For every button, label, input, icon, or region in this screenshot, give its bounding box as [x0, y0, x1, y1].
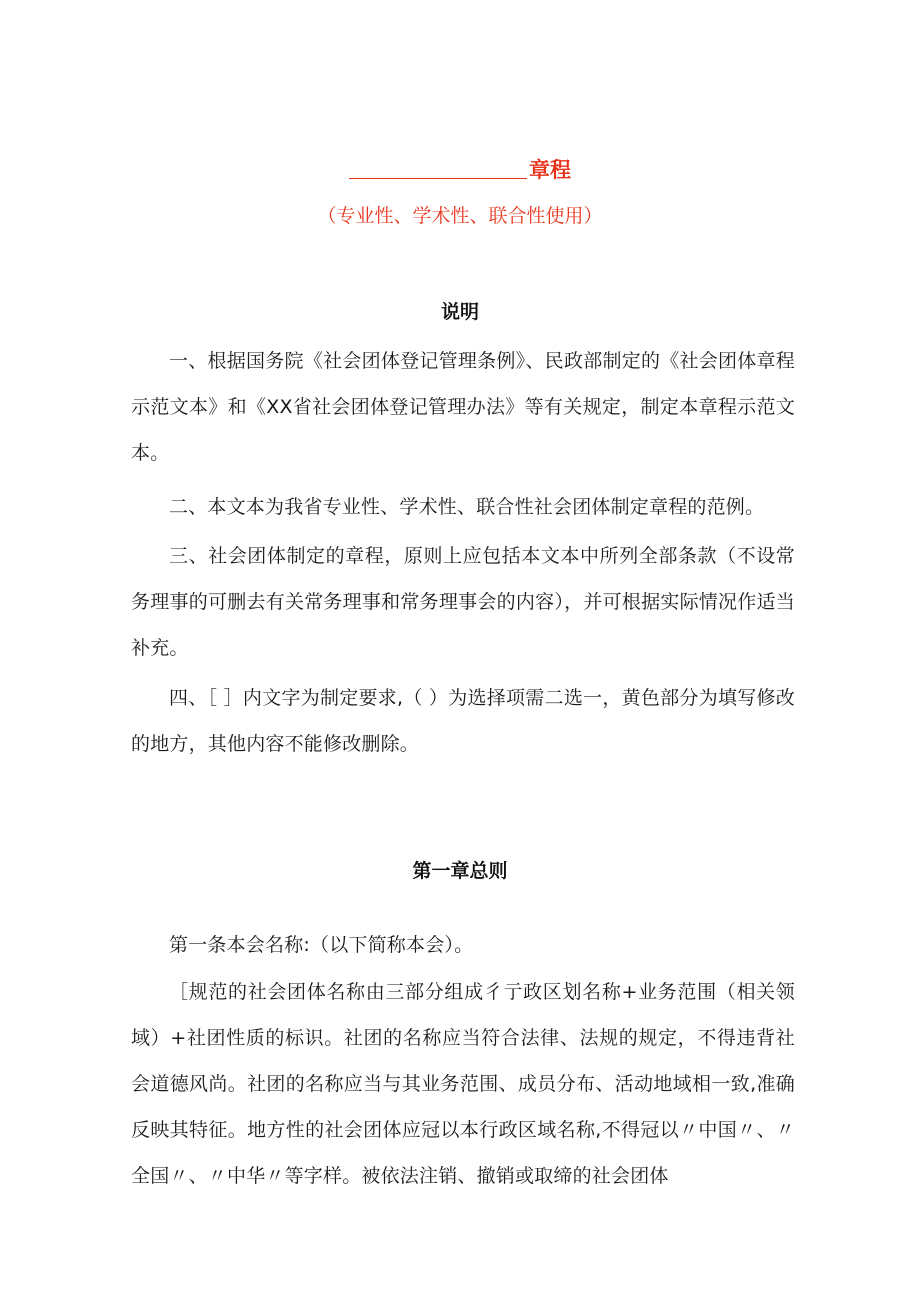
instruction-paragraph-1: 一、根据国务院《社会团体登记管理条例》、民政部制定的《社会团体章程示范文本》和《XX省社会团体登记管理办法》等有关规定，制定本章程示范文本。 — [131, 350, 795, 464]
instructions-heading: 说明 — [440, 301, 479, 323]
document-title — [0, 152, 920, 188]
chapter-1-heading: 第一章总则 — [412, 860, 508, 882]
title-name-blank — [349, 156, 527, 179]
article-1: 第一条本会名称:（以下简称本会）。 — [169, 934, 474, 956]
instruction-paragraph-4: 四、［ ］内文字为制定要求,（ ）为选择项需二选一，黄色部分为填写修改的地方，其他内容不能修改删除。 — [131, 687, 795, 755]
article-1-note: ［规范的社会团体名称由三部分组成彳亍政区划名称+业务范围（相关领域）+社团性质的标识。社团的名称应当符合法律、法规的规定，不得违背社会道德风尚。社团的名称应当与其业务范围、成员分布、活动地域相一致,准确反映其特征。地方性的社会团体应冠以本行政区域名称,不得冠以〃中国〃、〃全国〃、〃中华〃等字样。被依法注销、撤销或取缔的社会团体 — [131, 981, 795, 1187]
instruction-paragraph-3: 三、社会团体制定的章程，原则上应包括本文本中所列全部条款（不设常务理事的可删去有关常务理事和常务理事会的内容），并可根据实际情况作适当补充。 — [131, 545, 795, 659]
instruction-paragraph-2: 二、本文本为我省专业性、学术性、联合性社会团体制定章程的范例。 — [169, 496, 765, 518]
document-subtitle: （专业性、学术性、联合性使用） — [317, 205, 603, 227]
title-suffix: 章程 — [529, 158, 571, 182]
